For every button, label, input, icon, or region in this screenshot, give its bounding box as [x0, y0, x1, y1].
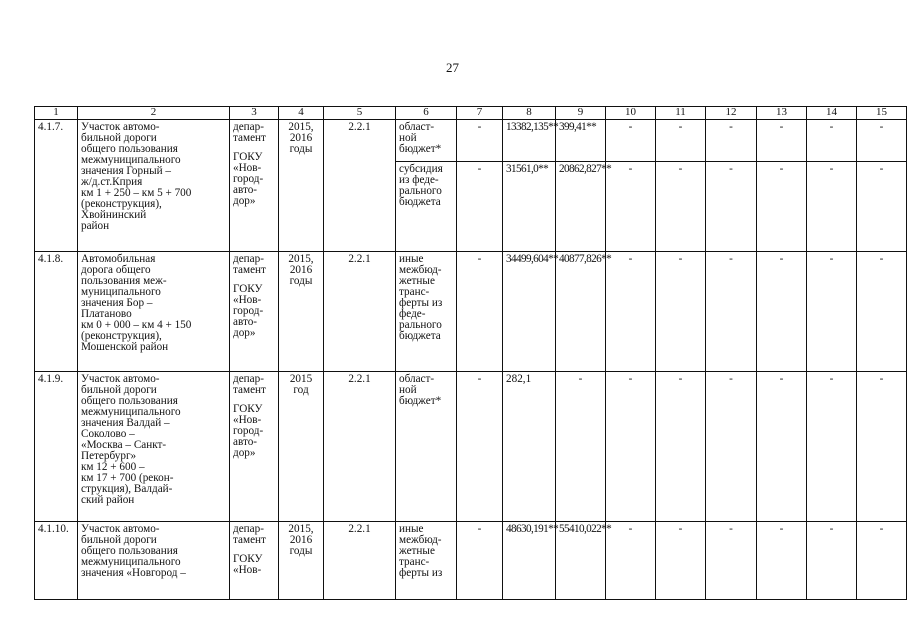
value-cell: 20862,827** [556, 162, 606, 252]
executor-cell [230, 120, 279, 252]
value-cell: - [457, 162, 503, 252]
value-cell: - [457, 252, 503, 372]
indicator-cell: 2.2.1 [324, 522, 396, 600]
table-row [35, 252, 907, 372]
column-header: 6 [396, 107, 457, 120]
funding-source: иные межбюд- жетные транс- ферты из феде- рального бюджета [396, 252, 457, 372]
value-cell: - [606, 522, 656, 600]
executor-goku: ГОКУ «Нов- город- авто- дор» [233, 151, 264, 207]
value-cell: - [807, 162, 857, 252]
value-cell: - [757, 162, 807, 252]
executor-department: депар- тамент [233, 373, 266, 396]
column-header: 15 [857, 107, 907, 120]
value-cell: - [606, 162, 656, 252]
executor-department: депар- тамент [233, 121, 266, 144]
value-cell: - [857, 372, 907, 522]
value-cell: - [857, 162, 907, 252]
value-cell: - [857, 522, 907, 600]
item-number: 4.1.7. [35, 120, 78, 252]
column-header: 5 [324, 107, 396, 120]
years-cell: 2015, 2016 годы [279, 120, 324, 252]
column-header: 8 [503, 107, 556, 120]
value-cell: - [706, 372, 757, 522]
value-cell: - [857, 252, 907, 372]
value-cell: - [457, 120, 503, 162]
column-header: 10 [606, 107, 656, 120]
value-cell: - [656, 162, 706, 252]
value-cell: - [606, 252, 656, 372]
column-header: 11 [656, 107, 706, 120]
value-cell: - [857, 120, 907, 162]
value-cell: - [757, 522, 807, 600]
years-cell: 2015, 2016 годы [279, 522, 324, 600]
column-header: 9 [556, 107, 606, 120]
indicator-cell: 2.2.1 [324, 252, 396, 372]
column-header: 1 [35, 107, 78, 120]
funding-source: област- ной бюджет* [396, 120, 457, 162]
item-number: 4.1.8. [35, 252, 78, 372]
item-name: Автомобильная дорога общего пользования меж- муниципального значения Бор – Платаново км 0 + 000 – км 4 + 150 (реконструкция), Мошенской район [78, 252, 230, 372]
program-table [34, 106, 907, 600]
value-cell: 31561,0** [503, 162, 556, 252]
executor-cell [230, 372, 279, 522]
funding-source: област- ной бюджет* [396, 372, 457, 522]
executor-department: депар- тамент [233, 253, 266, 276]
value-cell: - [556, 372, 606, 522]
value-cell: 399,41** [556, 120, 606, 162]
column-header: 3 [230, 107, 279, 120]
value-cell: 282,1 [503, 372, 556, 522]
value-cell: - [457, 522, 503, 600]
column-header: 12 [706, 107, 757, 120]
column-header: 7 [457, 107, 503, 120]
value-cell: 48630,191** [503, 522, 556, 600]
executor-cell [230, 522, 279, 600]
value-cell: - [807, 252, 857, 372]
value-cell: - [807, 120, 857, 162]
table-row [35, 372, 907, 522]
column-number-row [35, 107, 907, 120]
value-cell: - [757, 252, 807, 372]
value-cell: - [606, 120, 656, 162]
column-header: 2 [78, 107, 230, 120]
table-row [35, 120, 907, 162]
years-cell: 2015 год [279, 372, 324, 522]
column-header: 14 [807, 107, 857, 120]
indicator-cell: 2.2.1 [324, 372, 396, 522]
value-cell: - [656, 252, 706, 372]
value-cell: - [757, 372, 807, 522]
item-number: 4.1.9. [35, 372, 78, 522]
years-cell: 2015, 2016 годы [279, 252, 324, 372]
indicator-cell: 2.2.1 [324, 120, 396, 252]
value-cell: - [656, 120, 706, 162]
value-cell: 55410,022** [556, 522, 606, 600]
executor-department: депар- тамент [233, 523, 266, 546]
value-cell: - [606, 372, 656, 522]
value-cell: - [807, 522, 857, 600]
value-cell: - [706, 120, 757, 162]
page-number: 27 [446, 60, 459, 75]
value-cell: - [457, 372, 503, 522]
table-row [35, 522, 907, 600]
executor-goku: ГОКУ «Нов- город- авто- дор» [233, 283, 264, 339]
item-name: Участок автомо- бильной дороги общего пользования межмуниципального значения Валдай – Соколово – «Москва – Санкт- Петербург» км 12 + 600 – км 17 + 700 (рекон- струкция), Валдай- ский район [78, 372, 230, 522]
value-cell: 34499,604** [503, 252, 556, 372]
executor-goku: ГОКУ «Нов- город- авто- дор» [233, 403, 264, 459]
value-cell: - [706, 252, 757, 372]
value-cell: - [706, 522, 757, 600]
funding-source: иные межбюд- жетные транс- ферты из [396, 522, 457, 600]
executor-cell [230, 252, 279, 372]
value-cell: - [656, 522, 706, 600]
column-header: 4 [279, 107, 324, 120]
item-number: 4.1.10. [35, 522, 78, 600]
item-name: Участок автомо- бильной дороги общего пользования межмуниципального значения Горный – ж/д.ст.Кприя км 1 + 250 – км 5 + 700 (реконструкция), Хвойнинский район [78, 120, 230, 252]
item-name: Участок автомо- бильной дороги общего пользования межмуниципального значения «Новгород – [78, 522, 230, 600]
value-cell: - [757, 120, 807, 162]
value-cell: - [706, 162, 757, 252]
value-cell: - [656, 372, 706, 522]
executor-goku: ГОКУ «Нов- [233, 553, 263, 576]
value-cell: - [807, 372, 857, 522]
column-header: 13 [757, 107, 807, 120]
funding-source: субсидия из феде- рального бюджета [396, 162, 457, 252]
value-cell: 13382,135** [503, 120, 556, 162]
value-cell: 40877,826** [556, 252, 606, 372]
